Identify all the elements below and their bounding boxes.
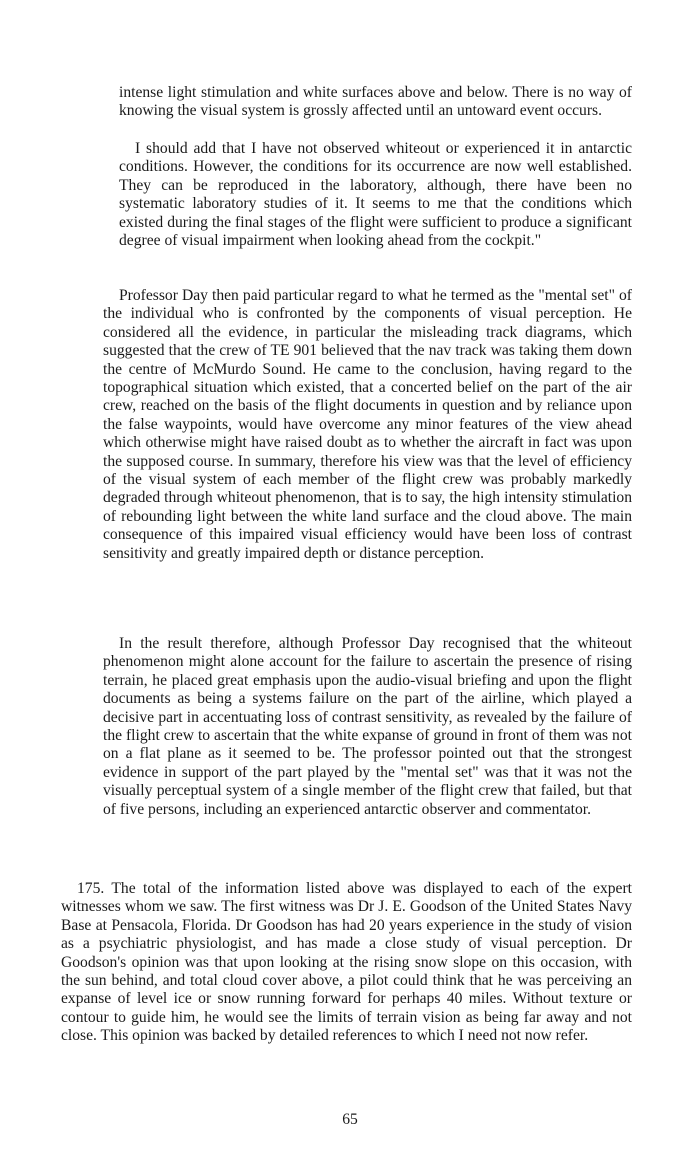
quote-paragraph-continued: intense light stimulation and white surfaces above and below. There is no way of knowing the visual system is grossly affected until an untoward event occurs. — [119, 84, 632, 120]
numbered-paragraph-175: 175. The total of the information listed above was displayed to each of the expert witnesses whom we saw. The first witness was Dr J. E. Goodson of the United States Navy Base at Pensacola, Florida. Dr Goodson has had 20 years experience in the study of vision as a psychiatric physiologist, and has made a close study of visual perception. Dr Goodson's opinion was that upon looking at the rising snow slope on this occasion, with the sun behind, and total cloud cover above, a pilot could think that he was perceiving an expanse of level ice or snow running forward for perhaps 40 miles. Without texture or contour to guide him, he would see the limits of terrain vision as being far away and not close. This opinion was backed by detailed references to which I need not now refer. — [61, 880, 632, 1045]
page-number: 65 — [342, 1111, 358, 1128]
body-paragraph-mental-set: Professor Day then paid particular regard to what he termed as the "mental set" of the individual who is confronted by the components of visual perception. He considered all the evidence, in particular the misleading track diagrams, which suggested that the crew of TE 901 believed that the nav track was taking them down the centre of McMurdo Sound. He came to the conclusion, having regard to the topographical situation which existed, that a concerted belief on the part of the air crew, reached on the basis of the flight documents in question and by reliance upon the false waypoints, would have overcome any minor features of the view ahead which otherwise might have raised doubt as to whether the aircraft in fact was upon the supposed course. In summary, therefore his view was that the level of efficiency of the visual system of each member of the flight crew was probably markedly degraded through whiteout phenomenon, that is to say, the high intensity stimulation of rebounding light between the white land surface and the cloud above. The main consequence of this impaired visual efficiency would have been loss of contrast sensitivity and greatly impaired depth or distance perception. — [103, 287, 632, 562]
quote-paragraph: I should add that I have not observed whiteout or experienced it in antarctic conditions. However, the conditions for its occurrence are now well established. They can be reproduced in the laboratory, although, there have been no systematic laboratory studies of it. It seems to me that the conditions which existed during the final stages of the flight were sufficient to produce a significant degree of visual impairment when looking ahead from the cockpit." — [119, 140, 632, 250]
body-paragraph-result: In the result therefore, although Professor Day recognised that the whiteout phenomenon might alone account for the failure to ascertain the presence of rising terrain, he placed great emphasis upon the audio-visual briefing and upon the flight documents as being a systems failure on the part of the airline, which played a decisive part in accentuating loss of contrast sensitivity, as revealed by the failure of the flight crew to ascertain that the white expanse of ground in front of them was not on a flat plane as it seemed to be. The professor pointed out that the strongest evidence in support of the part played by the "mental set" was that it was not the visually perceptual system of a single member of the flight crew that failed, but that of five persons, including an experienced antarctic observer and commentator. — [103, 635, 632, 818]
